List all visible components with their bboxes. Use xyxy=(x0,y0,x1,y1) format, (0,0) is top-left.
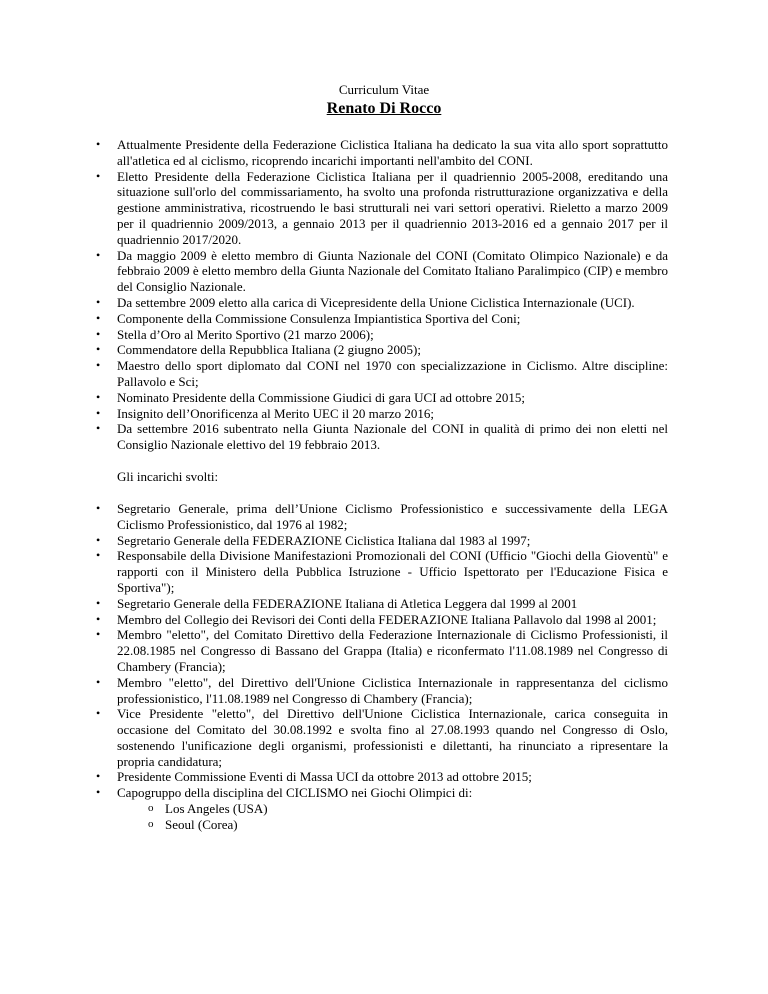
profile-item: • Componente della Commissione Consulenza Impiantistica Sportiva del Coni; xyxy=(100,311,668,327)
role-item: • Segretario Generale della FEDERAZIONE Ciclistica Italiana dal 1983 al 1997; xyxy=(100,533,668,549)
profile-item: • Insignito dell’Onorificenza al Merito UEC il 20 marzo 2016; xyxy=(100,406,668,422)
profile-item: • Da settembre 2009 eletto alla carica di Vicepresidente della Unione Ciclistica Internazionale (UCI). xyxy=(100,295,668,311)
profile-item: • Nominato Presidente della Commissione Giudici di gara UCI ad ottobre 2015; xyxy=(100,390,668,406)
profile-item: • Commendatore della Repubblica Italiana (2 giugno 2005); xyxy=(100,342,668,358)
role-item xyxy=(100,785,668,832)
profile-item: • Da maggio 2009 è eletto membro di Giunta Nazionale del CONI (Comitato Olimpico Nazionale) e da febbraio 2009 è eletto membro della Giunta Nazionale del Comitato Italiano Paralimpico (CIP) e membro del Consiglio Nazionale. xyxy=(100,248,668,295)
document-type-title: Curriculum Vitae xyxy=(338,82,430,97)
profile-item: • Stella d’Oro al Merito Sportivo (21 marzo 2006); xyxy=(100,327,668,343)
profile-item: • Da settembre 2016 subentrato nella Giunta Nazionale del CONI in qualità di primo dei non eletti nel Consiglio Nazionale elettivo del 19 febbraio 2013. xyxy=(100,421,668,453)
person-name-heading: Renato Di Rocco xyxy=(326,100,442,117)
role-item-text: Capogruppo della disciplina del CICLISMO nei Giochi Olimpici di: xyxy=(117,785,473,801)
profile-item: • Maestro dello sport diplomato dal CONI nel 1970 con specializzazione in Ciclismo. Altre discipline: Pallavolo e Sci; xyxy=(100,358,668,390)
role-item: • Membro "eletto", del Comitato Direttivo della Federazione Internazionale di Ciclismo Professionisti, il 22.08.1985 nel Congresso di Bassano del Grappa (Italia) e riconfermato l'11.08.1989 nel Congresso di Chambery (Francia); xyxy=(100,627,668,674)
profile-item: • Eletto Presidente della Federazione Ciclistica Italiana per il quadriennio 2005-2008, ereditando una situazione sull'orlo del commissariamento, ha svolto una profonda ristrutturazione organizzativa e della gestione amministrativa, ricostruendo le basi strutturali nei vari settori operativi. Rieletto a marzo 2009 per il quadriennio 2009/2013, a gennaio 2013 per il quadriennio 2013-2016 ed a gennaio 2017 per il quadriennio 2017/2020. xyxy=(100,169,668,248)
olympics-item: o Los Angeles (USA) xyxy=(148,801,668,817)
roles-section-heading: Gli incarichi svolti: xyxy=(117,468,219,484)
role-item: • Membro del Collegio dei Revisori dei Conti della FEDERAZIONE Italiana Pallavolo dal 1998 al 2001; xyxy=(100,612,668,628)
role-item: • Segretario Generale, prima dell’Unione Ciclismo Professionistico e successivamente della LEGA Ciclismo Professionistico, dal 1976 al 1982; xyxy=(100,501,668,533)
role-item: • Vice Presidente "eletto", del Direttivo dell'Unione Ciclistica Internazionale, carica conseguita in occasione del Comitato del 30.08.1992 e svolta fino al 27.08.1993 quando nel Congresso di Oslo, sostenendo l'unificazione degli organismi, professionisti e dilettanti, ha rinunciato a ripresentare la propria candidatura; xyxy=(100,706,668,769)
profile-item: • Attualmente Presidente della Federazione Ciclistica Italiana ha dedicato la sua vita allo sport soprattutto all'atletica ed al ciclismo, ricoprendo incarichi importanti nell'ambito del CONI. xyxy=(100,137,668,169)
olympics-item: o Seoul (Corea) xyxy=(148,817,668,833)
role-item: • Responsabile della Divisione Manifestazioni Promozionali del CONI (Ufficio "Giochi della Gioventù" e rapporti con il Ministero della Pubblica Istruzione - Ufficio Ispettorato per l'Educazione Fisica e Sportiva"); xyxy=(100,548,668,595)
profile-bullet-list xyxy=(100,137,668,453)
olympics-sub-list xyxy=(117,801,668,833)
role-item: • Membro "eletto", del Direttivo dell'Unione Ciclistica Internazionale in rappresentanza del ciclismo professionistico, l'11.08.1989 nel Congresso di Chambery (Francia); xyxy=(100,675,668,707)
role-item: • Segretario Generale della FEDERAZIONE Italiana di Atletica Leggera dal 1999 al 2001 xyxy=(100,596,668,612)
roles-bullet-list xyxy=(100,501,668,833)
role-item: • Presidente Commissione Eventi di Massa UCI da ottobre 2013 ad ottobre 2015; xyxy=(100,769,668,785)
